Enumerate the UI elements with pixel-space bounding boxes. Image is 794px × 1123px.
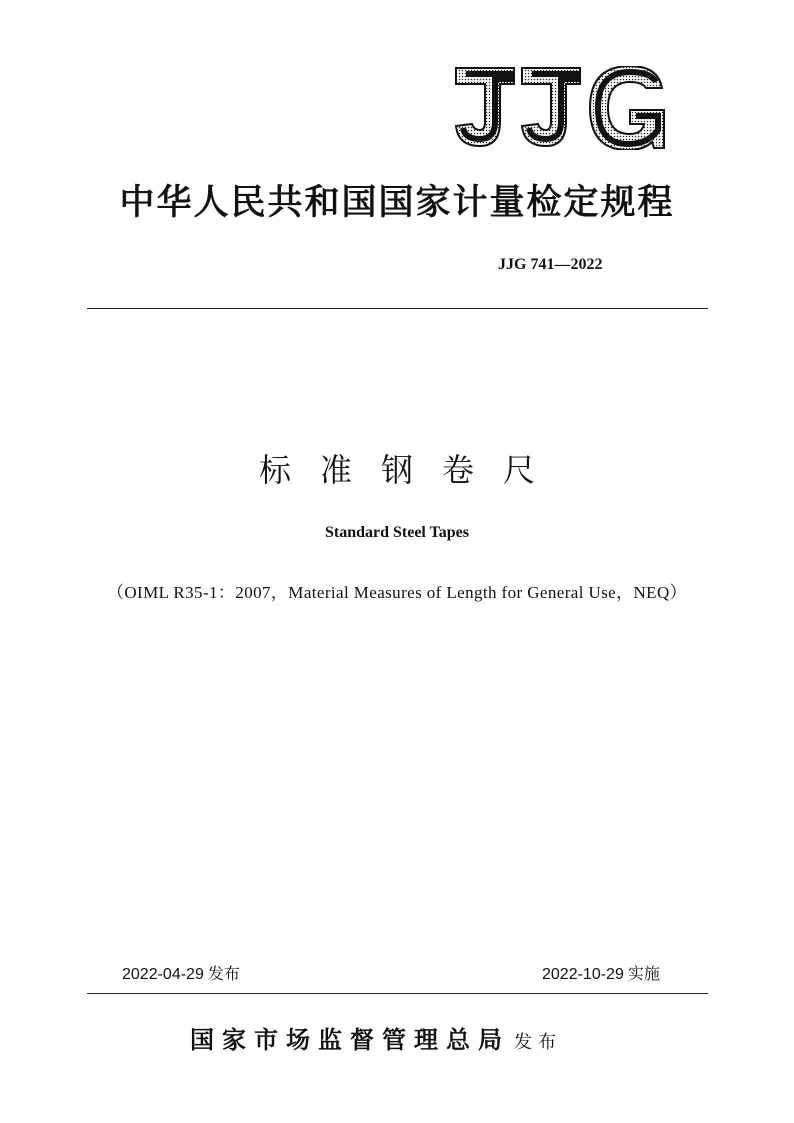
publisher-action: 发布 — [514, 1032, 562, 1053]
document-title-en: Standard Steel Tapes — [324, 524, 470, 541]
standard-code: JJG 741—2022 — [498, 256, 603, 273]
issue-date-block — [122, 963, 240, 986]
bottom-divider — [87, 993, 708, 994]
jjg-logo — [452, 66, 666, 150]
effective-label: 实施 — [627, 964, 660, 983]
effective-date-block — [542, 963, 660, 986]
regulation-category-title: 中华人民共和国国家计量检定规程 — [119, 183, 675, 223]
issue-date: 2022-04-29 — [122, 966, 204, 983]
document-title-cn: 标准钢卷尺 — [258, 451, 564, 489]
effective-date: 2022-10-29 — [542, 966, 624, 983]
publisher-block — [190, 1022, 620, 1061]
issue-label: 发布 — [207, 964, 240, 983]
top-divider — [87, 308, 708, 309]
publisher-name: 国家市场监督管理总局 — [190, 1026, 510, 1054]
reference-standard: （OIML R35-1：2007，Material Measures of Length for General Use，NEQ） — [106, 583, 688, 602]
